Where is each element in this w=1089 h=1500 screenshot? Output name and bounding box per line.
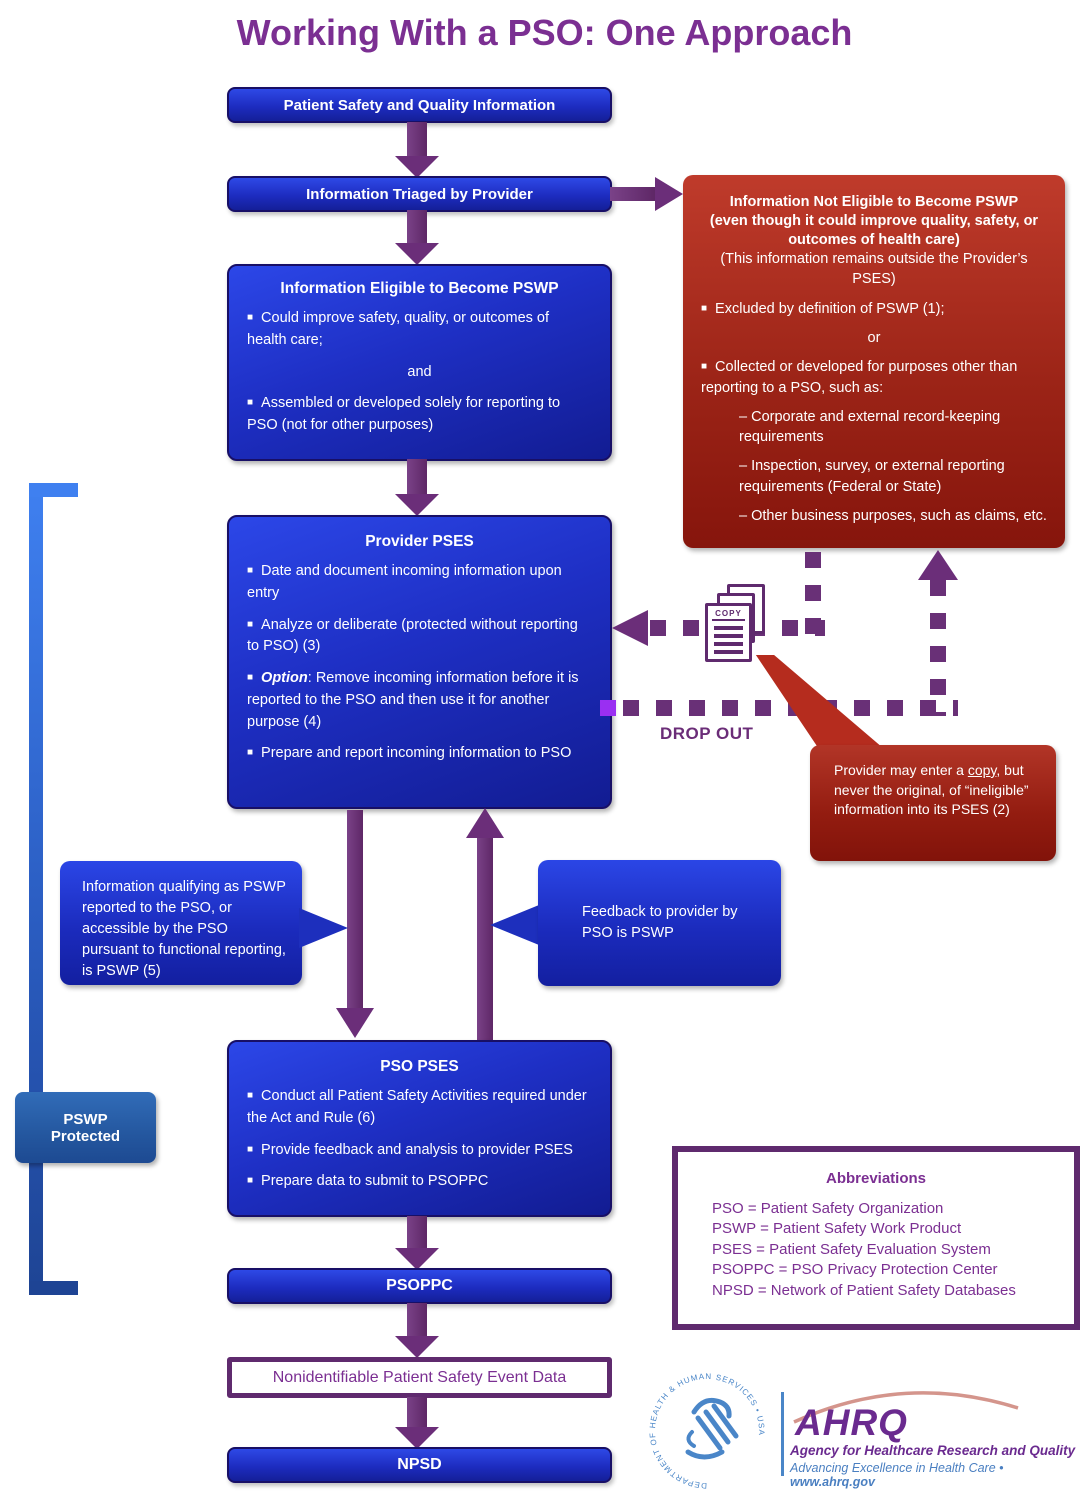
feedback-callout-text: Feedback to provider by PSO is PSWP — [582, 903, 738, 941]
pswp-bracket-bottom-cap — [29, 1281, 78, 1295]
abbreviation-pswp: PSWP = Patient Safety Work Product — [712, 1220, 962, 1238]
box-triaged — [227, 176, 612, 212]
provider-bullet-2: ■ Analyze or deliberate (protected without reporting to PSO) (3) — [247, 615, 592, 659]
not-eligible-subtitle: (This information remains outside the Provider’s PSES) — [720, 251, 1028, 287]
arrow-down-6 — [395, 1397, 439, 1449]
arrow-down-3 — [395, 459, 439, 516]
pswp-bracket-top-cap — [29, 483, 78, 497]
qualifying-callout-pointer — [299, 908, 348, 948]
hhs-seal-text: DEPARTMENT OF HEALTH & HUMAN SERVICES • USA — [648, 1371, 766, 1491]
not-eligible-bullet-2: ■ Collected or developed for purposes other than reporting to a PSO, such as: — [701, 357, 1047, 398]
copy-icon-label: COPY — [712, 609, 745, 621]
arrow-down-2 — [395, 210, 439, 265]
pswp-protected-line1: PSWP — [63, 1110, 108, 1128]
ahrq-tagline-separator: • — [999, 1461, 1004, 1475]
ahrq-tagline — [790, 1461, 1089, 1489]
box-eligible-title: Information Eligible to Become PSWP — [280, 280, 559, 297]
pso-bullet-2: ■ Provide feedback and analysis to provider PSES — [247, 1140, 592, 1162]
abbreviations-title: Abbreviations — [825, 1170, 927, 1187]
hhs-seal-logo — [648, 1366, 766, 1492]
not-eligible-title-2: (even though it could improve quality, safety, or outcomes of health care) — [709, 213, 1039, 249]
arrow-down-4 — [395, 1216, 439, 1270]
box-npsd-label: NPSD — [397, 1456, 442, 1473]
not-eligible-connector: or — [867, 329, 881, 346]
provider-bullet-3-lead: Option — [261, 670, 308, 686]
logo-divider — [781, 1392, 784, 1476]
feedback-callout-pointer — [490, 905, 539, 945]
pswp-protected-line2: Protected — [50, 1127, 121, 1145]
box-nonidentifiable — [227, 1357, 612, 1398]
provider-pses-title: Provider PSES — [365, 533, 474, 550]
box-nonidentifiable-label: Nonidentifiable Patient Safety Event Data — [272, 1368, 567, 1386]
page-title: Working With a PSO: One Approach — [236, 12, 853, 53]
box-pso-pses — [227, 1040, 612, 1217]
hhs-eagle-icon — [688, 1400, 736, 1457]
provider-bullet-4: ■ Prepare and report incoming information to PSO — [247, 743, 592, 765]
box-npsd — [227, 1447, 612, 1483]
pswp-protected-box — [15, 1092, 156, 1163]
pso-bullet-1: ■ Conduct all Patient Safety Activities required under the Act and Rule (6) — [247, 1086, 592, 1130]
abbreviation-npsd: NPSD = Network of Patient Safety Databases — [712, 1281, 1016, 1299]
box-provider-pses — [227, 515, 612, 809]
provider-bullet-3 — [247, 668, 592, 733]
box-psoppc-label: PSOPPC — [386, 1277, 453, 1294]
eligible-connector: and — [407, 363, 432, 380]
abbreviation-psoppc: PSOPPC = PSO Privacy Protection Center — [712, 1261, 998, 1279]
arrow-right-to-not-eligible — [610, 177, 683, 211]
abbreviations-box — [672, 1146, 1080, 1330]
arrow-down-1 — [395, 122, 439, 178]
ahrq-tagline-text: Advancing Excellence in Health Care — [790, 1461, 996, 1475]
dropout-start-dot — [600, 700, 616, 716]
not-eligible-sub-2: – Inspection, survey, or external reporting requirements (Federal or State) — [739, 458, 1005, 495]
eligible-bullet-1: ■ Could improve safety, quality, or outcomes of health care; — [247, 308, 592, 352]
copy-callout — [810, 745, 1056, 861]
dashed-arrowhead-into-redbox — [918, 550, 958, 580]
ahrq-agency-line: Agency for Healthcare Research and Quality — [790, 1443, 1076, 1458]
copy-callout-underlined: copy — [967, 762, 997, 778]
provider-bullet-3-rest: : Remove incoming information before it is reported to the PSO and then use it for another purpose (4) — [247, 670, 579, 730]
pso-bullet-3: ■ Prepare data to submit to PSOPPC — [247, 1171, 592, 1193]
box-triaged-label: Information Triaged by Provider — [306, 185, 533, 203]
abbreviation-pses: PSES = Patient Safety Evaluation System — [712, 1240, 991, 1258]
qualifying-callout-text: Information qualifying as PSWP reported to the PSO, or accessible by the PSO pursuant to functional reporting, is PSWP (5) — [82, 879, 286, 980]
copy-callout-post: , but never the original, of “ineligible” information into its PSES (2) — [834, 762, 1029, 818]
copy-callout-pre: Provider may enter a — [834, 762, 968, 778]
copy-document-icon — [700, 584, 770, 664]
eligible-bullet-2: ■ Assembled or developed solely for reporting to PSO (not for other purposes) — [247, 393, 592, 437]
ahrq-logo-text: AHRQ — [795, 1402, 908, 1443]
not-eligible-sub-1: – Corporate and external record-keeping requirements — [739, 408, 1001, 446]
box-patient-safety-info-label: Patient Safety and Quality Information — [283, 96, 556, 114]
feedback-callout — [538, 860, 781, 986]
abbreviation-pso: PSO = Patient Safety Organization — [712, 1200, 944, 1217]
dropout-label: DROP OUT — [660, 724, 754, 743]
not-eligible-bullet-1: ■ Excluded by definition of PSWP (1); — [701, 299, 1047, 319]
dashed-arrowhead-into-provider — [612, 610, 648, 646]
arrow-down-5 — [395, 1303, 439, 1358]
not-eligible-sub-3: – Other business purposes, such as claims, etc. — [739, 508, 1047, 524]
not-eligible-title-1: Information Not Eligible to Become PSWP — [729, 194, 1019, 210]
pswp-bracket-bar — [29, 483, 43, 1295]
qualifying-callout — [60, 861, 302, 985]
pso-pses-title: PSO PSES — [380, 1058, 459, 1075]
ahrq-url: www.ahrq.gov — [790, 1475, 875, 1489]
box-psoppc — [227, 1268, 612, 1304]
box-patient-safety-info — [227, 87, 612, 123]
dashed-line-up-to-redbox — [930, 580, 946, 716]
box-eligible — [227, 264, 612, 461]
provider-bullet-1: ■ Date and document incoming information upon entry — [247, 561, 592, 605]
box-not-eligible — [683, 175, 1065, 548]
